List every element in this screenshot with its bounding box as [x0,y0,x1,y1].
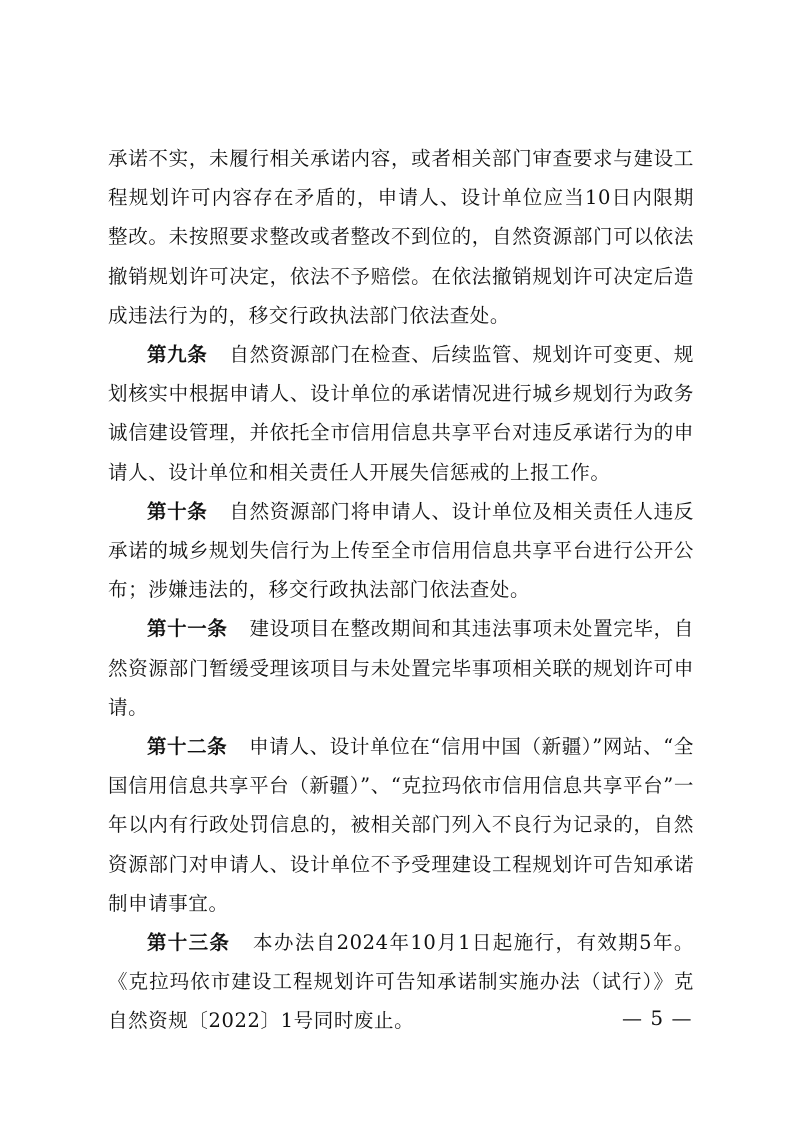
article-9 [108,335,694,492]
article-text: 自然资源部门将申请人、设计单位及相关责任人违反承诺的城乡规划失信行为上传至全市信用信息共享平台进行公开公布；涉嫌违法的，移交行政执法部门依法查处。 [108,499,694,602]
page-number: — 5 — [622,1006,693,1030]
article-text: 建设项目在整改期间和其违法事项未处置完毕，自然资源部门暂缓受理该项目与未处置完毕事项相关联的规划许可申请。 [108,617,694,719]
article-11 [108,609,694,727]
article-heading: 第九条 [147,343,208,367]
article-10 [108,492,694,610]
article-heading: 第十二条 [147,735,228,759]
article-heading: 第十条 [147,499,208,523]
document-body [108,139,694,1041]
article-text: 本办法自2024年10月1日起施行，有效期5年。《克拉玛依市建设工程规划许可告知承诺制实施办法（试行）》克自然资规〔2022〕1号同时废止。 [108,931,694,1033]
article-heading: 第十一条 [147,617,228,641]
article-13 [108,923,694,1041]
article-heading: 第十三条 [147,931,231,955]
article-text: 自然资源部门在检查、后续监管、规划许可变更、规划核实中根据申请人、设计单位的承诺情况进行城乡规划行为政务诚信建设管理，并依托全市信用信息共享平台对违反承诺行为的申请人、设计单位和相关责任人开展失信惩戒的上报工作。 [108,343,694,484]
article-text: 申请人、设计单位在“信用中国（新疆）”网站、“全国信用信息共享平台（新疆）”、“克拉玛依市信用信息共享平台”一年以内有行政处罚信息的，被相关部门列入不良行为记录的，自然资源部门对申请人、设计单位不予受理建设工程规划许可告知承诺制申请事宜。 [108,735,694,915]
paragraph-continuation [108,139,694,335]
article-12 [108,727,694,923]
paragraph-text: 承诺不实，未履行相关承诺内容，或者相关部门审查要求与建设工程规划许可内容存在矛盾的，申请人、设计单位应当10日内限期整改。未按照要求整改或者整改不到位的，自然资源部门可以依法撤销规划许可决定，依法不予赔偿。在依法撤销规划许可决定后造成违法行为的，移交行政执法部门依法查处。 [108,147,694,327]
